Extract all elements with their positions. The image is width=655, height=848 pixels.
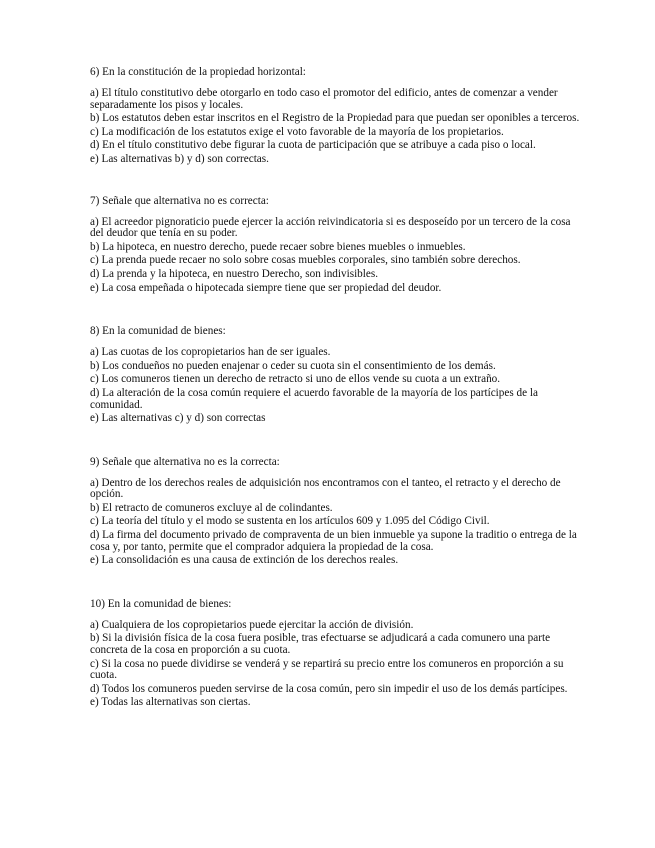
options-list [90,478,580,567]
options-list [90,347,580,425]
option-b: b) La hipoteca, en nuestro derecho, puede recaer sobre bienes muebles o inmuebles. [90,240,466,253]
option-d: d) Todos los comuneros pueden servirse de la cosa común, pero sin impedir el uso de los demás partícipes. [90,682,568,695]
option-b: b) El retracto de comuneros excluye al de colindantes. [90,501,333,514]
option-d: d) La firma del documento privado de compraventa de un bien inmueble ya supone la traditio o entrega de la cosa y, por tanto, permite que el comprador adquiera la propiedad de la cosa. [90,529,577,553]
option-a: a) Dentro de los derechos reales de adquisición nos encontramos con el tanteo, el retracto y el derecho de opción. [90,476,561,501]
option-a: a) El título constitutivo debe otorgarlo en todo caso el promotor del edificio, antes de comenzar a vender separadamente los pisos y locales. [90,87,558,111]
option-e: e) Las alternativas b) y d) son correctas. [90,152,269,165]
option-e: e) La cosa empeñada o hipotecada siempre tiene que ser propiedad del deudor. [90,281,442,294]
option-e: e) Todas las alternativas son ciertas. [90,696,251,709]
question-title: 6) En la constitución de la propiedad horizontal: [90,66,306,78]
option-d: d) En el título constitutivo debe figurar la cuota de participación que se atribuye a cada piso o local. [90,139,536,152]
option-b: b) Si la división física de la cosa fuera posible, tras efectuarse se adjudicará a cada comunero una parte concreta de la cosa en proporción a su cuota. [90,632,551,657]
option-c: c) Los comuneros tienen un derecho de retracto si uno de ellos vende su cuota a un extraño. [90,373,501,386]
question-10 [90,598,580,709]
options-list [90,88,580,166]
option-b: b) Los condueños no pueden enajenar o ceder su cuota sin el consentimiento de los demás. [90,359,496,372]
option-d: d) La alteración de la cosa común requiere el acuerdo favorable de la mayoría de los partícipes de la comunidad. [90,386,538,411]
option-c: c) Si la cosa no puede dividirse se venderá y se repartirá su precio entre los comuneros en proporción a su cuota. [90,657,564,682]
option-c: c) La teoría del título y el modo se sustenta en los artículos 609 y 1.095 del Código Civil. [90,515,490,528]
question-8 [90,325,580,425]
question-title: 9) Señale que alternativa no es la correcta: [90,455,280,468]
option-d: d) La prenda y la hipoteca, en nuestro Derecho, son indivisibles. [90,267,378,280]
options-list [90,620,580,709]
question-title: 8) En la comunidad de bienes: [90,325,226,338]
option-c: c) La prenda puede recaer no solo sobre cosas muebles corporales, sino también sobre derechos. [90,254,521,267]
option-a: a) Las cuotas de los copropietarios han de ser iguales. [90,346,331,359]
question-7 [90,195,580,295]
question-6 [90,66,580,166]
option-b: b) Los estatutos deben estar inscritos en el Registro de la Propiedad para que puedan ser oponibles a terceros. [90,112,580,125]
question-9 [90,456,580,567]
option-e: e) Las alternativas c) y d) son correctas [90,412,266,425]
option-e: e) La consolidación es una causa de extinción de los derechos reales. [90,554,399,567]
option-c: c) La modificación de los estatutos exige el voto favorable de la mayoría de los propietarios. [90,125,504,138]
options-list [90,217,580,295]
document-page [90,66,580,711]
option-a: a) El acreedor pignoraticio puede ejercer la acción reivindicatoria si es desposeído por un tercero de la cosa del deudor que tenía en su poder. [90,215,571,240]
question-title: 7) Señale que alternativa no es correcta: [90,194,269,207]
question-title: 10) En la comunidad de bienes: [90,597,232,610]
option-a: a) Cualquiera de los copropietarios puede ejercitar la acción de división. [90,618,414,631]
